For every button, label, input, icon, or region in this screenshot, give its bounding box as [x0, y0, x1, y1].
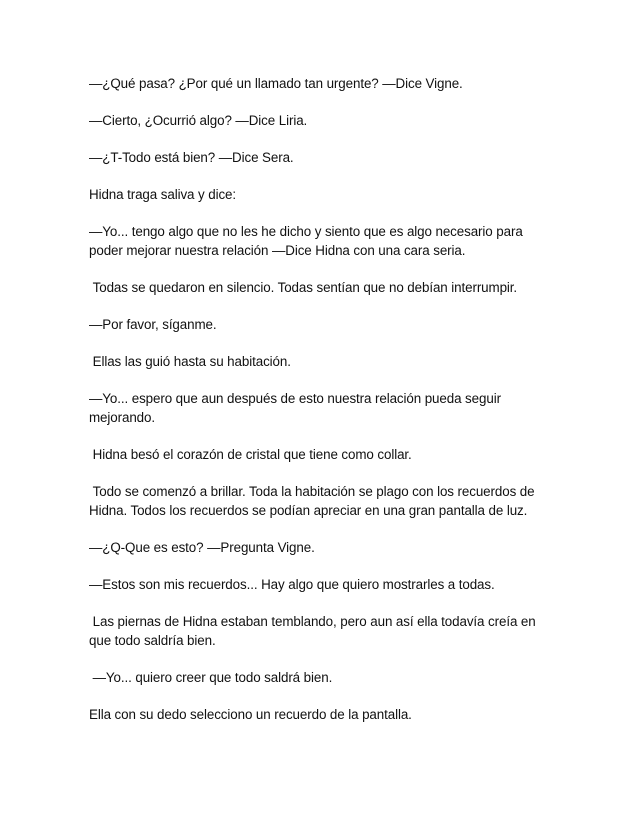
paragraph-16: Ella con su dedo selecciono un recuerdo de la pantalla. — [89, 707, 412, 722]
paragraph-5: —Yo... tengo algo que no les he dicho y siento que es algo necesario para poder mejorar nuestra relación —Dice Hidna con una cara seria. — [89, 224, 527, 258]
paragraph-3: —¿T-Todo está bien? —Dice Sera. — [89, 150, 294, 165]
paragraph-10: Hidna besó el corazón de cristal que tiene como collar. — [89, 447, 412, 462]
paragraph-15: —Yo... quiero creer que todo saldrá bien. — [89, 670, 333, 685]
document-body — [89, 74, 559, 742]
paragraph-13: —Estos son mis recuerdos... Hay algo que quiero mostrarles a todas. — [89, 577, 495, 592]
paragraph-2: —Cierto, ¿Ocurrió algo? —Dice Liria. — [89, 113, 308, 128]
paragraph-6: Todas se quedaron en silencio. Todas sentían que no debían interrumpir. — [89, 280, 518, 295]
paragraph-8: Ellas las guió hasta su habitación. — [89, 354, 291, 369]
paragraph-1: —¿Qué pasa? ¿Por qué un llamado tan urgente? —Dice Vigne. — [89, 76, 463, 91]
paragraph-9: —Yo... espero que aun después de esto nuestra relación pueda seguir mejorando. — [89, 391, 505, 425]
paragraph-14: Las piernas de Hidna estaban temblando, pero aun así ella todavía creía en que todo saldría bien. — [89, 614, 540, 648]
paragraph-7: —Por favor, síganme. — [89, 317, 217, 332]
paragraph-11: Todo se comenzó a brillar. Toda la habitación se plago con los recuerdos de Hidna. Todos los recuerdos se podían apreciar en una gran pantalla de luz. — [89, 484, 539, 518]
paragraph-4: Hidna traga saliva y dice: — [89, 187, 237, 202]
paragraph-12: —¿Q-Que es esto? —Pregunta Vigne. — [89, 540, 315, 555]
